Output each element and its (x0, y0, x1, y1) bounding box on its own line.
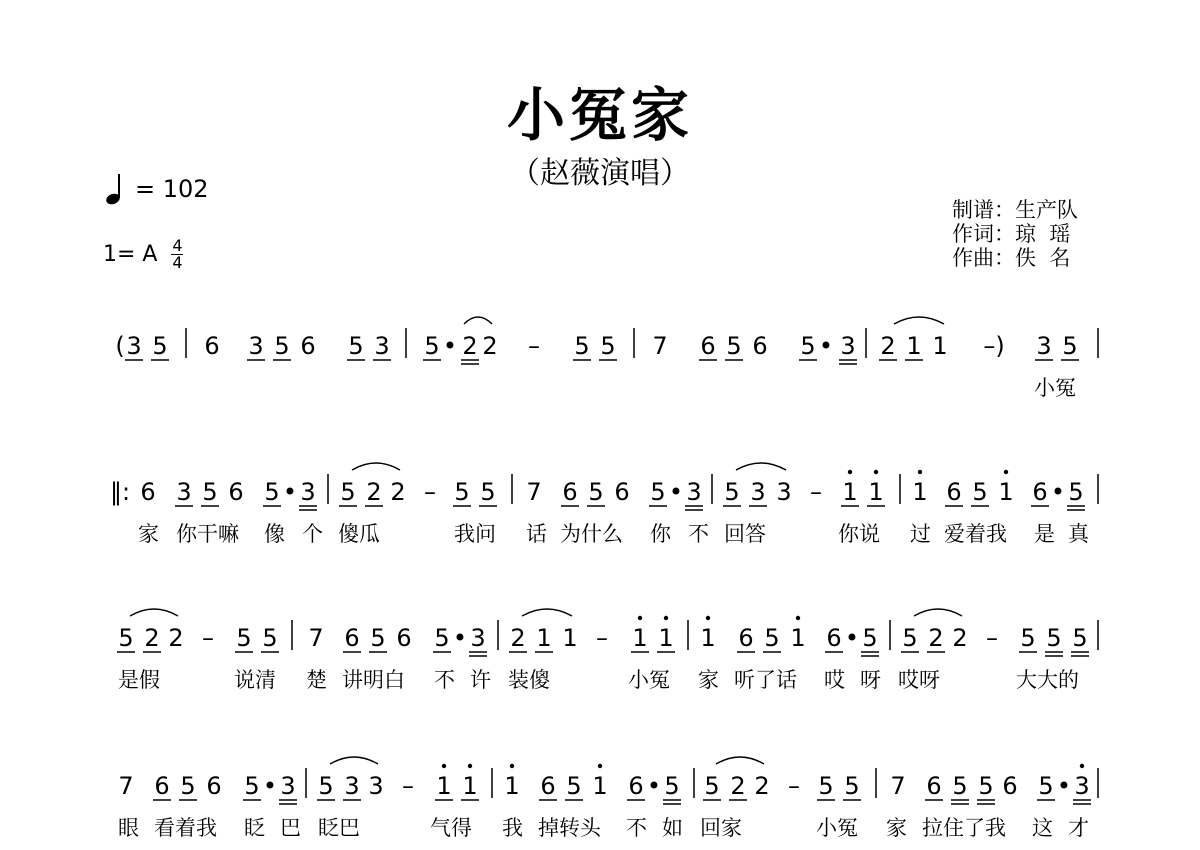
lyric-word: 我 (502, 816, 523, 840)
note-2: 2 (366, 478, 382, 506)
note-5: 5 (704, 772, 720, 800)
note-3: 3 (280, 772, 296, 800)
octave-dot (468, 764, 472, 768)
lyric-word: 装傻 (508, 668, 550, 692)
note-(: ( (115, 332, 125, 360)
credit-arranger: 制谱：生产队 (952, 198, 1078, 222)
note-dot: • (1050, 478, 1066, 506)
note-dot: • (452, 624, 468, 652)
lyric-word: 爱着我 (944, 522, 1007, 546)
lyric-word: 不 (626, 816, 647, 840)
slur (352, 463, 400, 470)
note-dot: • (818, 332, 834, 360)
lyric-word: 话 (526, 522, 547, 546)
note-6: 6 (700, 332, 716, 360)
note-1: 1 (868, 478, 884, 506)
note-5: 5 (340, 478, 356, 506)
note-1: 1 (790, 624, 806, 652)
note-5: 5 (726, 332, 742, 360)
note-3: 3 (126, 332, 142, 360)
lyric-word: 是 (1034, 522, 1055, 546)
note-1: 1 (842, 478, 858, 506)
lyric-word: 呀 (860, 668, 881, 692)
lyric-word: 傻瓜 (338, 522, 380, 546)
note-5: 5 (244, 772, 260, 800)
lyric-word: 楚 (306, 668, 327, 692)
note-7: 7 (118, 772, 134, 800)
lyric-word: 眨 (244, 816, 265, 840)
note-2: 2 (952, 624, 968, 652)
note-3: 3 (750, 478, 766, 506)
note-3: 3 (1074, 772, 1090, 800)
octave-dot (706, 616, 710, 620)
lyric-word: 看着我 (154, 816, 217, 840)
lyric-word: 过 (910, 522, 931, 546)
note-6: 6 (1032, 478, 1048, 506)
slur (522, 609, 572, 616)
lyric-word: 如 (662, 816, 683, 840)
lyric-word: 哎 (824, 668, 845, 692)
note-5: 5 (664, 772, 680, 800)
note-5: 5 (724, 478, 740, 506)
key-text: 1= A (103, 242, 158, 267)
note-5: 5 (1072, 624, 1088, 652)
note-dot: • (844, 624, 860, 652)
note-5: 5 (902, 624, 918, 652)
note-1: 1 (462, 772, 478, 800)
note-5: 5 (274, 332, 290, 360)
note-5: 5 (152, 332, 168, 360)
note-5: 5 (1046, 624, 1062, 652)
octave-dot (874, 470, 878, 474)
lyric-word: 听了话 (734, 668, 797, 692)
note-3: 3 (686, 478, 702, 506)
tempo-value: = 102 (135, 175, 209, 203)
note-3: 3 (176, 478, 192, 506)
note-1: 1 (632, 624, 648, 652)
slur (130, 609, 178, 616)
slur (716, 757, 764, 764)
lyric-word: 为什么 (560, 522, 623, 546)
song-title: 小冤家 (506, 81, 693, 149)
lyric-word: 回答 (724, 522, 766, 546)
lyric-word: 眼 (118, 816, 139, 840)
lyric-word: 是假 (118, 668, 160, 692)
note-3: 3 (344, 772, 360, 800)
lyric-word: 许 (470, 668, 491, 692)
lyric-word: 个 (302, 522, 323, 546)
time-numerator: 4 (172, 236, 183, 255)
note-5: 5 (264, 478, 280, 506)
note-5: 5 (202, 478, 218, 506)
note-5: 5 (764, 624, 780, 652)
note-6: 6 (946, 478, 962, 506)
note-1: 1 (912, 478, 928, 506)
note-5: 5 (952, 772, 968, 800)
note-6: 6 (396, 624, 412, 652)
slur (464, 317, 492, 324)
credit-composer: 作曲：佚 名 (952, 246, 1071, 270)
lyric-word: 我问 (454, 522, 496, 546)
note-2: 2 (880, 332, 896, 360)
note-5: 5 (1068, 478, 1084, 506)
note-1: 1 (906, 332, 922, 360)
lyric-word: 掉转头 (538, 816, 601, 840)
lyric-word: 家 (886, 816, 907, 840)
octave-dot (1080, 764, 1084, 768)
note-1: 1 (592, 772, 608, 800)
note-dot: • (442, 332, 458, 360)
note-5: 5 (480, 478, 496, 506)
octave-dot (664, 616, 668, 620)
lyric-line-1: 小冤 (1034, 376, 1076, 400)
lyric-word: 小冤 (816, 816, 858, 840)
note-5: 5 (800, 332, 816, 360)
note-6: 6 (228, 478, 244, 506)
note-–: – (402, 772, 414, 800)
note-5: 5 (118, 624, 134, 652)
lyric-word: 气得 (430, 816, 472, 840)
lyric-word: 讲明白 (342, 668, 405, 692)
note-5: 5 (348, 332, 364, 360)
note-–: – (596, 624, 608, 652)
note-2: 2 (510, 624, 526, 652)
note-6: 6 (614, 478, 630, 506)
note-5: 5 (978, 772, 994, 800)
note-3: 3 (374, 332, 390, 360)
lyric-word: 才 (1068, 816, 1089, 840)
song-subtitle: （赵薇演唱） (510, 156, 690, 191)
note-6: 6 (752, 332, 768, 360)
note-3: 3 (776, 478, 792, 506)
slur (894, 317, 944, 324)
octave-dot (796, 616, 800, 620)
note-7: 7 (308, 624, 324, 652)
note-5: 5 (1062, 332, 1078, 360)
credit-lyricist: 作词：琼 瑶 (952, 222, 1071, 246)
lyric-word: 像 (264, 522, 285, 546)
note-6: 6 (1002, 772, 1018, 800)
note-5: 5 (454, 478, 470, 506)
octave-dot (1004, 470, 1008, 474)
note-5: 5 (650, 478, 666, 506)
note-1: 1 (932, 332, 948, 360)
note-5: 5 (1020, 624, 1036, 652)
note-3: 3 (470, 624, 486, 652)
lyric-word: 说清 (234, 668, 276, 692)
note-‖:: ‖: (109, 478, 131, 506)
note-5: 5 (424, 332, 440, 360)
note-3: 3 (840, 332, 856, 360)
note-2: 2 (144, 624, 160, 652)
note-1: 1 (998, 478, 1014, 506)
note-1: 1 (436, 772, 452, 800)
note-2: 2 (730, 772, 746, 800)
note-7: 7 (652, 332, 668, 360)
note-dot: • (282, 478, 298, 506)
lyric-word: 拉住了我 (922, 816, 1006, 840)
slur (330, 757, 378, 764)
octave-dot (848, 470, 852, 474)
octave-dot (510, 764, 514, 768)
note-2: 2 (754, 772, 770, 800)
note-5: 5 (844, 772, 860, 800)
lyric-word: 你说 (838, 522, 880, 546)
note-–): –) (983, 332, 1005, 360)
note-6: 6 (540, 772, 556, 800)
note-5: 5 (574, 332, 590, 360)
note-2: 2 (482, 332, 498, 360)
note-5: 5 (318, 772, 334, 800)
note-2: 2 (462, 332, 478, 360)
note-2: 2 (928, 624, 944, 652)
note-–: – (810, 478, 822, 506)
note-5: 5 (818, 772, 834, 800)
note-5: 5 (566, 772, 582, 800)
octave-dot (918, 470, 922, 474)
note-1: 1 (562, 624, 578, 652)
note-6: 6 (154, 772, 170, 800)
note-3: 3 (368, 772, 384, 800)
lyric-word: 哎呀 (898, 668, 940, 692)
note-5: 5 (434, 624, 450, 652)
note-dot: • (668, 478, 684, 506)
note-6: 6 (628, 772, 644, 800)
note-6: 6 (204, 332, 220, 360)
note-5: 5 (600, 332, 616, 360)
lyric-word: 不 (688, 522, 709, 546)
note-6: 6 (926, 772, 942, 800)
note-–: – (202, 624, 214, 652)
note-6: 6 (826, 624, 842, 652)
note-1: 1 (504, 772, 520, 800)
note-dot: • (646, 772, 662, 800)
note-3: 3 (248, 332, 264, 360)
note-6: 6 (140, 478, 156, 506)
note-1: 1 (536, 624, 552, 652)
note-5: 5 (262, 624, 278, 652)
lyric-word: 真 (1068, 522, 1089, 546)
lyric-word: 这 (1032, 816, 1053, 840)
octave-dot (442, 764, 446, 768)
note-3: 3 (300, 478, 316, 506)
lyric-word: 家 (138, 522, 159, 546)
note-6: 6 (344, 624, 360, 652)
slur (736, 463, 786, 470)
note-5: 5 (588, 478, 604, 506)
note-2: 2 (390, 478, 406, 506)
octave-dot (598, 764, 602, 768)
time-denominator: 4 (172, 253, 183, 272)
note-6: 6 (562, 478, 578, 506)
note-–: – (788, 772, 800, 800)
note-5: 5 (370, 624, 386, 652)
octave-dot (638, 616, 642, 620)
note-6: 6 (206, 772, 222, 800)
note-5: 5 (236, 624, 252, 652)
slur (914, 609, 962, 616)
lyric-word: 你干嘛 (176, 522, 239, 546)
lyric-word: 大大的 (1016, 668, 1079, 692)
lyric-word: 巴 (280, 816, 301, 840)
lyric-word: 你 (650, 522, 671, 546)
note-7: 7 (890, 772, 906, 800)
note-3: 3 (1036, 332, 1052, 360)
note-–: – (424, 478, 436, 506)
note-–: – (986, 624, 998, 652)
lyric-word: 家 (698, 668, 719, 692)
note-–: – (528, 332, 540, 360)
lyric-word: 回家 (700, 816, 742, 840)
note-6: 6 (300, 332, 316, 360)
note-5: 5 (862, 624, 878, 652)
note-2: 2 (168, 624, 184, 652)
note-5: 5 (972, 478, 988, 506)
note-1: 1 (658, 624, 674, 652)
note-dot: • (1056, 772, 1072, 800)
note-dot: • (262, 772, 278, 800)
note-6: 6 (738, 624, 754, 652)
note-7: 7 (526, 478, 542, 506)
note-5: 5 (180, 772, 196, 800)
note-5: 5 (1038, 772, 1054, 800)
note-1: 1 (700, 624, 716, 652)
lyric-word: 小冤 (628, 668, 670, 692)
lyric-word: 眨巴 (318, 816, 360, 840)
lyric-word: 不 (434, 668, 455, 692)
